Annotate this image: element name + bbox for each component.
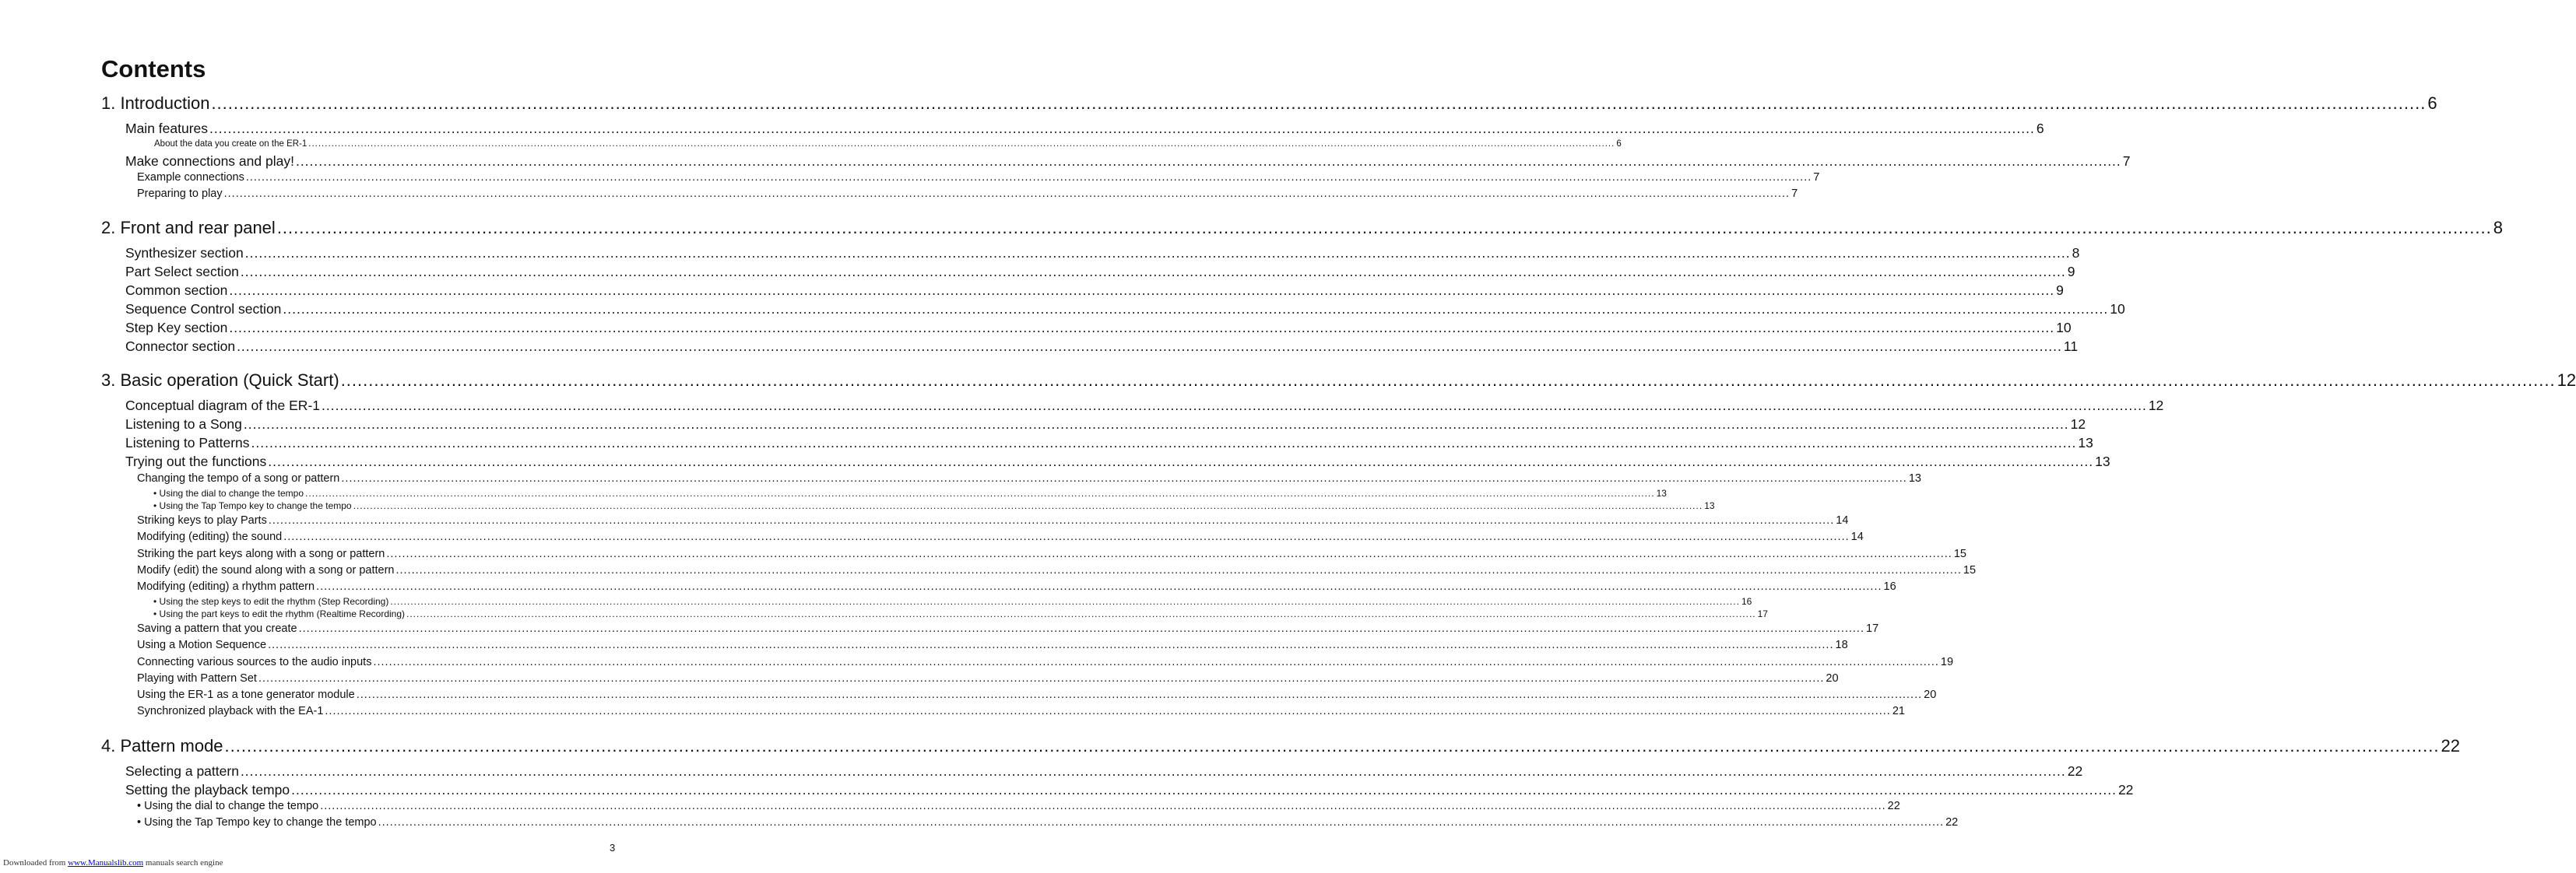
dot-leader: ................................................................................................................................................................................................................................................................................................................................................................................................................ xyxy=(251,435,2077,451)
footer-link[interactable]: www.Manualslib.com xyxy=(68,858,144,868)
toc-entry-label: • Using the dial to change the tempo xyxy=(153,488,304,499)
toc-entry-page: 22 xyxy=(1945,816,1959,829)
dot-leader: ................................................................................................................................................................................................................................................................................................................................................................................................................ xyxy=(325,705,1891,717)
toc-entry-page: 8 xyxy=(2493,218,2503,237)
toc-entry-label: Synthesizer section xyxy=(125,245,244,261)
toc-entry-label: Changing the tempo of a song or pattern xyxy=(137,472,340,485)
toc-entry[interactable] xyxy=(153,500,1715,512)
toc-entry[interactable] xyxy=(125,416,2086,433)
toc-entry-page: 14 xyxy=(1850,531,1864,543)
toc-entry[interactable] xyxy=(125,763,2083,780)
dot-leader: ................................................................................................................................................................................................................................................................................................................................................................................................................ xyxy=(229,320,2055,335)
toc-entry-label: Part Select section xyxy=(125,264,239,279)
toc-entry-label: • Using the part keys to edit the rhythm (Realtime Recording) xyxy=(153,608,406,619)
toc-entry-page: 7 xyxy=(2122,153,2131,169)
toc-entry[interactable] xyxy=(101,93,2437,115)
toc-entry[interactable] xyxy=(125,245,2080,262)
toc-entry[interactable] xyxy=(101,736,2460,758)
toc-entry-label: Playing with Pattern Set xyxy=(137,672,257,685)
dot-leader: ................................................................................................................................................................................................................................................................................................................................................................................................................ xyxy=(243,416,2069,432)
toc-entry-page: 17 xyxy=(1757,608,1768,619)
toc-entry[interactable] xyxy=(137,622,1879,637)
toc-entry-page: 15 xyxy=(1963,564,1977,577)
toc-entry[interactable] xyxy=(125,398,2164,415)
toc-entry-page: 17 xyxy=(1866,622,1879,635)
toc-entry[interactable] xyxy=(125,338,2079,356)
dot-leader: ................................................................................................................................................................................................................................................................................................................................................................................................................ xyxy=(268,514,1835,527)
toc-entry-page: 7 xyxy=(1813,171,1820,184)
toc-entry-page: 16 xyxy=(1883,580,1896,593)
dot-leader: ................................................................................................................................................................................................................................................................................................................................................................................................................ xyxy=(295,153,2121,169)
toc-entry-page: 13 xyxy=(1704,500,1715,511)
toc-entry-label: Trying out the functions xyxy=(125,454,267,469)
toc-entry-label: Preparing to play xyxy=(137,188,223,200)
dot-leader: ................................................................................................................................................................................................................................................................................................................................................................................................................ xyxy=(341,472,1907,485)
dot-leader: ................................................................................................................................................................................................................................................................................................................................................................................................................ xyxy=(276,218,2492,237)
toc-entry-page: 13 xyxy=(1908,472,1921,485)
toc-entry-label: About the data you create on the ER-1 xyxy=(154,139,308,149)
dot-leader: ................................................................................................................................................................................................................................................................................................................................................................................................................ xyxy=(240,763,2066,779)
toc-entry-page: 9 xyxy=(2067,264,2075,279)
toc-entry-label: 4. Pattern mode xyxy=(101,736,223,756)
toc-entry-label: Common section xyxy=(125,282,228,298)
dot-leader: ................................................................................................................................................................................................................................................................................................................................................................................................................ xyxy=(224,736,2440,756)
toc-entry[interactable] xyxy=(125,301,2125,318)
toc-entry-label: • Using the Tap Tempo key to change the tempo xyxy=(153,500,352,511)
dot-leader: ................................................................................................................................................................................................................................................................................................................................................................................................................ xyxy=(340,370,2556,390)
dot-leader: ................................................................................................................................................................................................................................................................................................................................................................................................................ xyxy=(305,488,1655,499)
dot-leader: ................................................................................................................................................................................................................................................................................................................................................................................................................ xyxy=(378,816,1945,829)
toc-entry[interactable] xyxy=(101,370,2576,392)
toc-entry-label: Modifying (editing) the sound xyxy=(137,531,283,543)
dot-leader: ................................................................................................................................................................................................................................................................................................................................................................................................................ xyxy=(320,800,1886,812)
toc-entry-label: Using a Motion Sequence xyxy=(137,639,267,651)
dot-leader: ................................................................................................................................................................................................................................................................................................................................................................................................................ xyxy=(283,301,2109,317)
toc-entry[interactable] xyxy=(125,153,2131,170)
toc-entry-label: Modify (edit) the sound along with a song or pattern xyxy=(137,564,395,577)
footer-prefix: Downloaded from xyxy=(3,858,69,868)
toc-entry-page: 20 xyxy=(1826,672,1839,685)
toc-entry-label: Modifying (editing) a rhythm pattern xyxy=(137,580,315,593)
dot-leader: ................................................................................................................................................................................................................................................................................................................................................................................................................ xyxy=(291,782,2117,798)
toc-entry-page: 10 xyxy=(2056,320,2072,335)
toc-entry-page: 6 xyxy=(2036,121,2044,136)
dot-leader: ................................................................................................................................................................................................................................................................................................................................................................................................................ xyxy=(353,500,1703,511)
toc-entry-label: Listening to a Song xyxy=(125,416,242,432)
dot-leader: ................................................................................................................................................................................................................................................................................................................................................................................................................ xyxy=(395,564,1962,577)
toc-entry-label: Example connections xyxy=(137,171,244,184)
toc-entry-label: Striking keys to play Parts xyxy=(137,514,267,527)
toc-entry[interactable] xyxy=(153,608,1768,620)
dot-leader: ................................................................................................................................................................................................................................................................................................................................................................................................................ xyxy=(229,282,2055,298)
footer xyxy=(3,858,223,868)
toc-entry-page: 22 xyxy=(2117,782,2134,798)
toc-entry[interactable] xyxy=(137,171,1820,186)
dot-leader: ................................................................................................................................................................................................................................................................................................................................................................................................................ xyxy=(298,622,1864,635)
dot-leader: ................................................................................................................................................................................................................................................................................................................................................................................................................ xyxy=(268,454,2094,469)
dot-leader: ................................................................................................................................................................................................................................................................................................................................................................................................................ xyxy=(237,338,2062,354)
dot-leader: ................................................................................................................................................................................................................................................................................................................................................................................................................ xyxy=(386,548,1952,560)
toc-entry[interactable] xyxy=(125,435,2093,452)
toc-entry-page: 6 xyxy=(2427,93,2437,113)
toc-entry-page: 7 xyxy=(1791,188,1798,200)
toc-entry-page: 13 xyxy=(1656,488,1667,499)
toc-entry-page: 22 xyxy=(2067,763,2083,779)
toc-entry[interactable] xyxy=(137,800,1900,815)
toc-entry-page: 13 xyxy=(2078,435,2093,451)
toc-entry[interactable] xyxy=(137,816,1959,831)
toc-entry-page: 10 xyxy=(2110,301,2125,317)
toc-entry[interactable] xyxy=(153,488,1667,500)
toc-entry-label: Sequence Control section xyxy=(125,301,282,317)
dot-leader: ................................................................................................................................................................................................................................................................................................................................................................................................................ xyxy=(209,121,2035,136)
toc-entry-label: Conceptual diagram of the ER-1 xyxy=(125,398,320,413)
toc-entry-page: 6 xyxy=(1616,139,1622,149)
dot-leader: ................................................................................................................................................................................................................................................................................................................................................................................................................ xyxy=(283,531,1850,543)
dot-leader: ................................................................................................................................................................................................................................................................................................................................................................................................................ xyxy=(308,139,1615,149)
toc-entry[interactable] xyxy=(125,121,2044,138)
toc-entry-page: 13 xyxy=(2095,454,2110,469)
toc-entry-label: • Using the Tap Tempo key to change the tempo xyxy=(137,816,377,829)
toc-entry-page: 20 xyxy=(1924,689,1937,701)
toc-entry-page: 19 xyxy=(1940,656,1954,668)
toc-entry-page: 22 xyxy=(1887,800,1900,812)
toc-entry-page: 15 xyxy=(1953,548,1966,560)
toc-entry[interactable] xyxy=(125,282,2064,300)
dot-leader: ................................................................................................................................................................................................................................................................................................................................................................................................................ xyxy=(223,188,1791,200)
toc-entry[interactable] xyxy=(137,472,1921,487)
toc-entry[interactable] xyxy=(154,139,1622,151)
dot-leader: ................................................................................................................................................................................................................................................................................................................................................................................................................ xyxy=(240,264,2066,279)
toc-entry[interactable] xyxy=(125,782,2134,799)
toc-entry[interactable] xyxy=(101,218,2503,240)
toc-entry-label: • Using the step keys to edit the rhythm (Step Recording) xyxy=(153,596,389,607)
toc-entry[interactable] xyxy=(137,656,1954,671)
toc-entry-page: 8 xyxy=(2072,245,2080,261)
toc-entry-page: 16 xyxy=(1741,596,1752,607)
toc-entry[interactable] xyxy=(137,639,1848,654)
dot-leader: ................................................................................................................................................................................................................................................................................................................................................................................................................ xyxy=(258,672,1825,685)
toc-entry-label: Saving a pattern that you create xyxy=(137,622,297,635)
toc-entry-label: 2. Front and rear panel xyxy=(101,218,276,237)
toc-entry-page: 11 xyxy=(2063,338,2079,354)
toc-entry-label: Striking the part keys along with a song or pattern xyxy=(137,548,385,560)
toc-entry-page: 18 xyxy=(1835,639,1848,651)
toc-entry[interactable] xyxy=(137,689,1937,703)
toc-entry-page: 21 xyxy=(1892,705,1905,717)
dot-leader: ................................................................................................................................................................................................................................................................................................................................................................................................................ xyxy=(373,656,1939,668)
toc-entry-label: Connecting various sources to the audio inputs xyxy=(137,656,372,668)
dot-leader: ................................................................................................................................................................................................................................................................................................................................................................................................................ xyxy=(245,171,1812,184)
toc-entry-label: Listening to Patterns xyxy=(125,435,250,451)
toc-entry-page: 12 xyxy=(2557,370,2576,390)
dot-leader: ................................................................................................................................................................................................................................................................................................................................................................................................................ xyxy=(406,608,1756,619)
toc-entry[interactable] xyxy=(137,705,1905,720)
dot-leader: ................................................................................................................................................................................................................................................................................................................................................................................................................ xyxy=(356,689,1923,701)
toc-entry[interactable] xyxy=(137,514,1849,529)
dot-leader: ................................................................................................................................................................................................................................................................................................................................................................................................................ xyxy=(268,639,1834,651)
dot-leader: ................................................................................................................................................................................................................................................................................................................................................................................................................ xyxy=(211,93,2427,113)
toc-entry-label: 1. Introduction xyxy=(101,93,210,113)
toc-entry[interactable] xyxy=(137,531,1864,545)
dot-leader: ................................................................................................................................................................................................................................................................................................................................................................................................................ xyxy=(244,245,2071,261)
toc-entry-page: 12 xyxy=(2070,416,2086,432)
toc-entry-label: Synchronized playback with the EA-1 xyxy=(137,705,324,717)
toc-entry-label: • Using the dial to change the tempo xyxy=(137,800,319,812)
toc-entry[interactable] xyxy=(153,596,1752,608)
page-title: Contents xyxy=(101,55,206,82)
toc-entry[interactable] xyxy=(137,548,1966,563)
toc-entry-label: Setting the playback tempo xyxy=(125,782,290,798)
toc-entry-label: Make connections and play! xyxy=(125,153,294,169)
toc-entry-page: 22 xyxy=(2441,736,2460,756)
dot-leader: ................................................................................................................................................................................................................................................................................................................................................................................................................ xyxy=(316,580,1882,593)
toc-entry-page: 14 xyxy=(1836,514,1849,527)
toc-entry-page: 12 xyxy=(2148,398,2164,413)
toc-entry-label: Step Key section xyxy=(125,320,228,335)
toc-entry-label: Main features xyxy=(125,121,209,136)
toc-entry-label: Connector section xyxy=(125,338,236,354)
toc-entry-label: Using the ER-1 as a tone generator module xyxy=(137,689,355,701)
toc-entry[interactable] xyxy=(137,672,1839,687)
toc-entry[interactable] xyxy=(137,188,1798,202)
toc-entry-label: 3. Basic operation (Quick Start) xyxy=(101,370,339,390)
toc-entry[interactable] xyxy=(125,454,2110,471)
dot-leader: ................................................................................................................................................................................................................................................................................................................................................................................................................ xyxy=(390,596,1740,607)
toc-entry[interactable] xyxy=(125,264,2075,281)
footer-suffix: manuals search engine xyxy=(143,858,223,868)
toc-entry[interactable] xyxy=(137,580,1896,595)
toc-entry[interactable] xyxy=(137,564,1977,579)
dot-leader: ................................................................................................................................................................................................................................................................................................................................................................................................................ xyxy=(322,398,2147,413)
toc-entry-label: Selecting a pattern xyxy=(125,763,239,779)
toc-entry[interactable] xyxy=(125,320,2072,337)
page-number: 3 xyxy=(610,842,616,854)
toc-entry-page: 9 xyxy=(2056,282,2064,298)
